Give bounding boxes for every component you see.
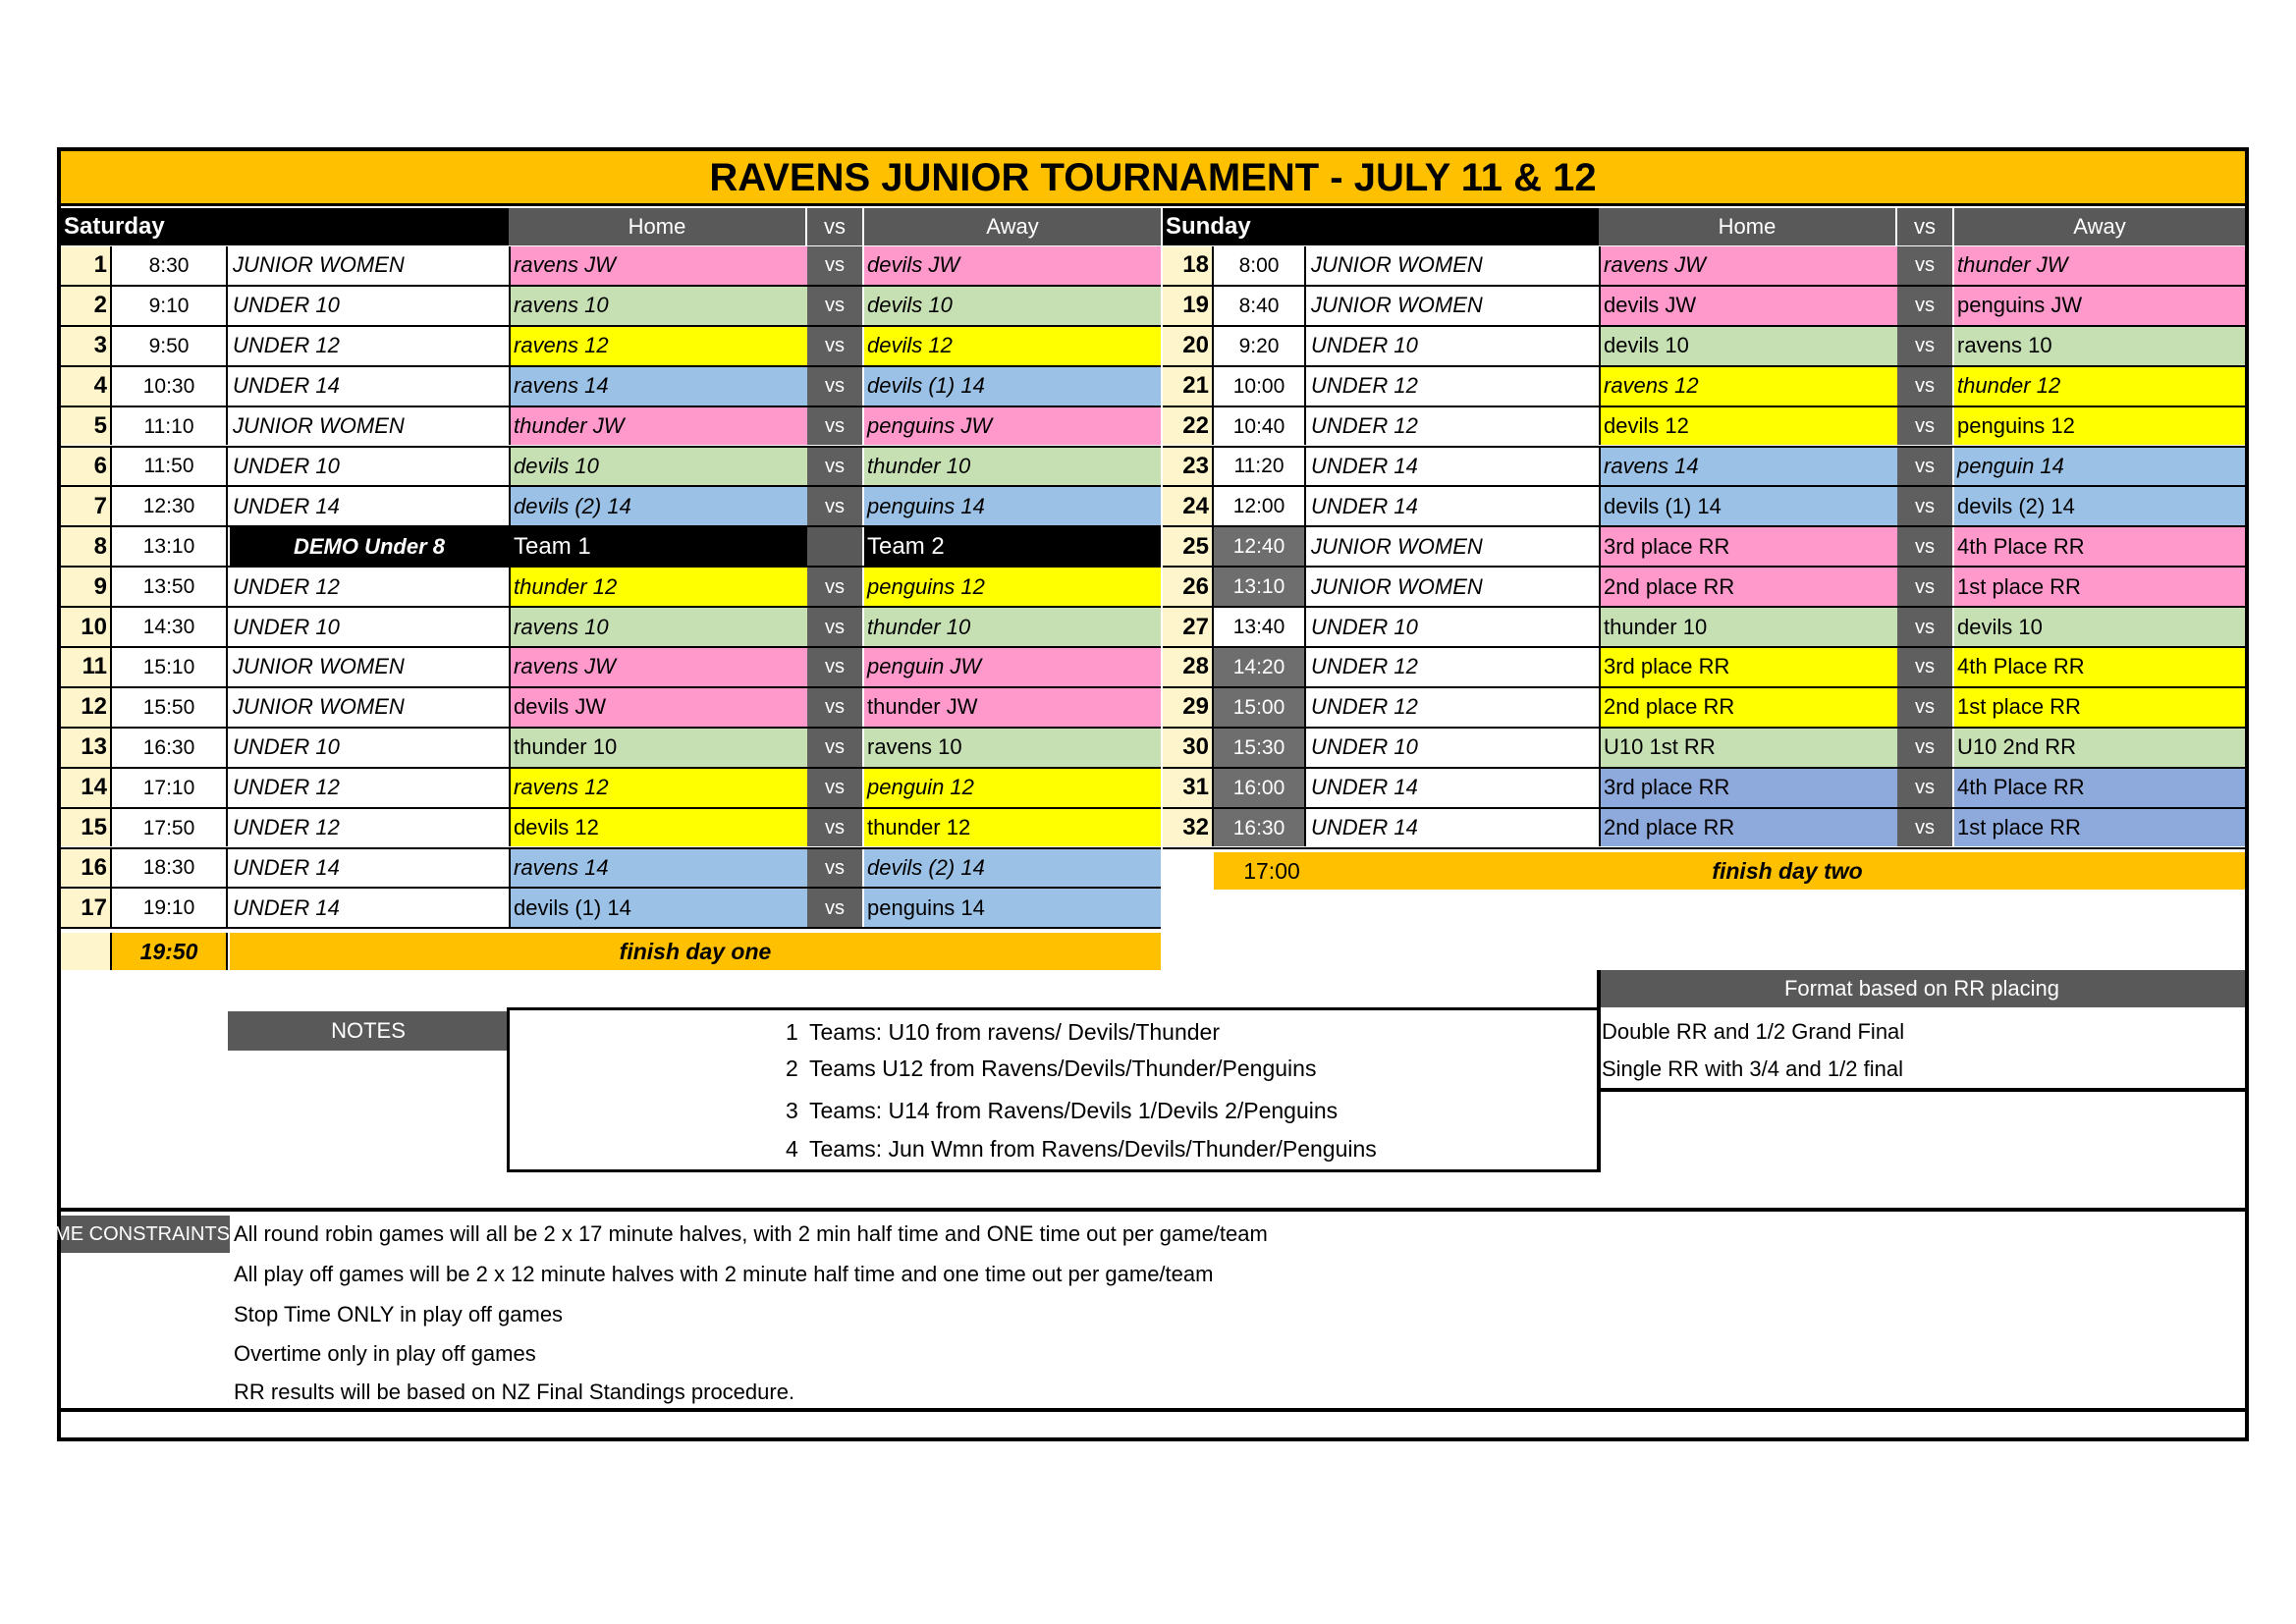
- saturday-game-away: ravens 10: [864, 729, 1161, 767]
- saturday-game-away: penguins 14: [864, 487, 1161, 525]
- sunday-game-away: 4th Place RR: [1954, 648, 2245, 686]
- sunday-game-number: 20: [1163, 327, 1214, 365]
- note-number: 1: [786, 1019, 798, 1045]
- sunday-game-number: 30: [1163, 729, 1214, 767]
- saturday-game-vs: vs: [807, 487, 862, 525]
- saturday-game-away: Team 2: [864, 527, 1161, 566]
- saturday-game-time: 11:50: [112, 448, 228, 486]
- sunday-game-division: UNDER 14: [1311, 775, 1418, 800]
- saturday-game-away: devils JW: [864, 246, 1161, 285]
- note-number: 3: [786, 1098, 798, 1123]
- sunday-game-away: ravens 10: [1954, 327, 2245, 365]
- saturday-game-home: thunder 10: [509, 729, 807, 767]
- saturday-game-home: devils (1) 14: [509, 889, 807, 927]
- saturday-game-number: 16: [61, 849, 112, 888]
- note-text: Teams: Jun Wmn from Ravens/Devils/Thunder/Penguins: [809, 1136, 1377, 1162]
- saturday-game-time: 19:10: [112, 889, 228, 927]
- saturday-game-time: 17:10: [112, 769, 228, 807]
- saturday-finish-num: [61, 933, 112, 970]
- sunday-game-time: 16:00: [1214, 769, 1306, 807]
- sunday-game-division: UNDER 10: [1311, 734, 1418, 760]
- saturday-game-division: JUNIOR WOMEN: [233, 654, 405, 679]
- saturday-game-number: 7: [61, 487, 112, 525]
- saturday-game-division: UNDER 10: [233, 734, 340, 760]
- saturday-game-number: 8: [61, 527, 112, 566]
- sunday-game-home: U10 1st RR: [1599, 729, 1897, 767]
- notes-label: NOTES: [228, 1011, 509, 1051]
- saturday-game-home: ravens 12: [509, 327, 807, 365]
- saturday-game-vs: vs: [807, 327, 862, 365]
- section-divider: [61, 1208, 2245, 1212]
- saturday-game-division: DEMO Under 8: [230, 527, 509, 566]
- sunday-game-division: UNDER 14: [1311, 493, 1418, 518]
- saturday-game-vs: [807, 527, 862, 566]
- saturday-game-number: 12: [61, 688, 112, 727]
- sunday-game-number: 31: [1163, 769, 1214, 807]
- saturday-game-away: penguins 12: [864, 568, 1161, 606]
- saturday-game-division: UNDER 12: [233, 815, 340, 840]
- saturday-game-time: 13:50: [112, 568, 228, 606]
- sunday-game-time: 12:40: [1214, 527, 1306, 566]
- saturday-game-time: 18:30: [112, 849, 228, 888]
- sunday-game-vs: vs: [1897, 769, 1952, 807]
- time-constraint-line: Overtime only in play off games: [234, 1341, 536, 1366]
- sunday-game-division: JUNIOR WOMEN: [1311, 252, 1483, 278]
- saturday-game-vs: vs: [807, 287, 862, 325]
- saturday-game-time: 13:10: [112, 527, 228, 566]
- sunday-game-division: JUNIOR WOMEN: [1311, 533, 1483, 559]
- sunday-game-time: 10:40: [1214, 407, 1306, 446]
- saturday-game-vs: vs: [807, 889, 862, 927]
- saturday-finish-label: finish day one: [230, 933, 1161, 970]
- saturday-game-home: devils 12: [509, 809, 807, 847]
- sunday-game-home: 3rd place RR: [1599, 527, 1897, 566]
- note-number: 4: [786, 1136, 798, 1162]
- saturday-game-vs: vs: [807, 849, 862, 888]
- saturday-game-away: thunder JW: [864, 688, 1161, 727]
- sunday-game-vs: vs: [1897, 648, 1952, 686]
- saturday-game-home: devils (2) 14: [509, 487, 807, 525]
- sunday-game-number: 32: [1163, 809, 1214, 847]
- sunday-game-away: penguins JW: [1954, 287, 2245, 325]
- saturday-game-vs: vs: [807, 688, 862, 727]
- sunday-away-header: Away: [1954, 208, 2245, 245]
- sunday-game-away: 4th Place RR: [1954, 527, 2245, 566]
- saturday-game-vs: vs: [807, 729, 862, 767]
- saturday-game-away: penguin JW: [864, 648, 1161, 686]
- saturday-game-time: 9:10: [112, 287, 228, 325]
- saturday-game-vs: vs: [807, 246, 862, 285]
- sunday-game-time: 14:20: [1214, 648, 1306, 686]
- saturday-game-time: 8:30: [112, 246, 228, 285]
- saturday-game-number: 6: [61, 448, 112, 486]
- saturday-game-away: thunder 12: [864, 809, 1161, 847]
- saturday-game-number: 11: [61, 648, 112, 686]
- sunday-game-vs: vs: [1897, 367, 1952, 406]
- sunday-game-away: 1st place RR: [1954, 568, 2245, 606]
- saturday-game-number: 4: [61, 367, 112, 406]
- saturday-game-home: thunder 12: [509, 568, 807, 606]
- sunday-game-away: thunder 12: [1954, 367, 2245, 406]
- saturday-game-away: penguins JW: [864, 407, 1161, 446]
- saturday-game-home: ravens JW: [509, 246, 807, 285]
- sunday-game-number: 23: [1163, 448, 1214, 486]
- saturday-game-vs: vs: [807, 809, 862, 847]
- sunday-finish-time: 17:00: [1214, 852, 1330, 890]
- sunday-game-division: JUNIOR WOMEN: [1311, 293, 1483, 318]
- sunday-game-time: 11:20: [1214, 448, 1306, 486]
- sunday-game-time: 13:40: [1214, 608, 1306, 646]
- sunday-game-number: 28: [1163, 648, 1214, 686]
- sunday-game-time: 12:00: [1214, 487, 1306, 525]
- sunday-game-division: UNDER 12: [1311, 654, 1418, 679]
- saturday-game-division: UNDER 12: [233, 573, 340, 599]
- sunday-game-vs: vs: [1897, 809, 1952, 847]
- sunday-game-time: 15:00: [1214, 688, 1306, 727]
- saturday-game-division: UNDER 10: [233, 614, 340, 639]
- sunday-game-time: 16:30: [1214, 809, 1306, 847]
- saturday-game-vs: vs: [807, 448, 862, 486]
- sunday-game-home: ravens 14: [1599, 448, 1897, 486]
- sunday-row-divider: [1163, 847, 2245, 849]
- saturday-game-number: 15: [61, 809, 112, 847]
- saturday-game-time: 15:50: [112, 688, 228, 727]
- saturday-game-division: JUNIOR WOMEN: [233, 413, 405, 439]
- sunday-game-number: 27: [1163, 608, 1214, 646]
- sunday-game-home: 3rd place RR: [1599, 648, 1897, 686]
- saturday-game-number: 13: [61, 729, 112, 767]
- saturday-away-header: Away: [864, 208, 1161, 245]
- saturday-game-away: devils (2) 14: [864, 849, 1161, 888]
- saturday-game-number: 5: [61, 407, 112, 446]
- sunday-game-away: penguins 12: [1954, 407, 2245, 446]
- bottom-divider: [61, 1408, 2245, 1412]
- saturday-game-division: UNDER 10: [233, 293, 340, 318]
- sunday-game-home: ravens JW: [1599, 246, 1897, 285]
- saturday-game-time: 14:30: [112, 608, 228, 646]
- saturday-game-vs: vs: [807, 648, 862, 686]
- format-header: Format based on RR placing: [1599, 970, 2245, 1007]
- note-text: Teams U12 from Ravens/Devils/Thunder/Penguins: [809, 1056, 1317, 1081]
- format-line-2: Single RR with 3/4 and 1/2 final: [1602, 1056, 1903, 1081]
- sunday-game-time: 8:40: [1214, 287, 1306, 325]
- saturday-game-division: JUNIOR WOMEN: [233, 252, 405, 278]
- sunday-game-time: 13:10: [1214, 568, 1306, 606]
- saturday-home-header: Home: [509, 208, 805, 245]
- sunday-game-time: 9:20: [1214, 327, 1306, 365]
- sunday-game-away: 4th Place RR: [1954, 769, 2245, 807]
- sunday-game-home: thunder 10: [1599, 608, 1897, 646]
- saturday-vs-header: vs: [807, 208, 862, 245]
- sunday-game-time: 10:00: [1214, 367, 1306, 406]
- sunday-game-vs: vs: [1897, 688, 1952, 727]
- saturday-game-home: thunder JW: [509, 407, 807, 446]
- saturday-game-division: UNDER 12: [233, 775, 340, 800]
- sunday-game-home: ravens 12: [1599, 367, 1897, 406]
- sunday-game-number: 21: [1163, 367, 1214, 406]
- sunday-game-division: UNDER 12: [1311, 373, 1418, 399]
- saturday-game-number: 9: [61, 568, 112, 606]
- sunday-game-home: 3rd place RR: [1599, 769, 1897, 807]
- sunday-game-away: thunder JW: [1954, 246, 2245, 285]
- sunday-game-number: 22: [1163, 407, 1214, 446]
- saturday-game-away: devils 10: [864, 287, 1161, 325]
- note-number: 2: [786, 1056, 798, 1081]
- format-line-1: Double RR and 1/2 Grand Final: [1602, 1019, 1905, 1044]
- time-constraint-line: All round robin games will all be 2 x 17 minute halves, with 2 min half time and ONE time out per game/team: [234, 1221, 1268, 1246]
- saturday-game-number: 1: [61, 246, 112, 285]
- sunday-game-home: devils 10: [1599, 327, 1897, 365]
- sunday-game-vs: vs: [1897, 527, 1952, 566]
- saturday-game-time: 17:50: [112, 809, 228, 847]
- sunday-finish-label: finish day two: [1330, 852, 2245, 890]
- sunday-game-home: 2nd place RR: [1599, 568, 1897, 606]
- saturday-game-vs: vs: [807, 407, 862, 446]
- saturday-game-away: penguin 12: [864, 769, 1161, 807]
- sunday-game-vs: vs: [1897, 246, 1952, 285]
- sunday-game-division: JUNIOR WOMEN: [1311, 573, 1483, 599]
- sunday-game-away: penguin 14: [1954, 448, 2245, 486]
- time-constraint-line: All play off games will be 2 x 12 minute halves with 2 minute half time and one time out per game/team: [234, 1262, 1214, 1286]
- saturday-game-vs: vs: [807, 608, 862, 646]
- sunday-game-division: UNDER 12: [1311, 694, 1418, 720]
- saturday-finish-time: 19:50: [112, 933, 228, 970]
- saturday-game-division: UNDER 14: [233, 894, 340, 920]
- saturday-game-division: UNDER 14: [233, 493, 340, 518]
- sunday-header: Sunday: [1163, 208, 1599, 245]
- sunday-game-vs: vs: [1897, 487, 1952, 525]
- saturday-game-away: devils (1) 14: [864, 367, 1161, 406]
- note-text: Teams: U10 from ravens/ Devils/Thunder: [809, 1019, 1220, 1045]
- sunday-game-division: UNDER 14: [1311, 815, 1418, 840]
- saturday-game-home: ravens 10: [509, 287, 807, 325]
- time-constraints-label: TIME CONSTRAINTS: [61, 1216, 230, 1253]
- saturday-game-division: UNDER 10: [233, 453, 340, 478]
- format-divider: [1599, 1088, 2245, 1092]
- sunday-game-home: devils 12: [1599, 407, 1897, 446]
- sunday-game-away: 1st place RR: [1954, 809, 2245, 847]
- saturday-game-home: ravens JW: [509, 648, 807, 686]
- saturday-row-divider: [61, 927, 1161, 929]
- saturday-game-home: devils JW: [509, 688, 807, 727]
- time-constraint-line: RR results will be based on NZ Final Standings procedure.: [234, 1380, 795, 1404]
- saturday-game-number: 2: [61, 287, 112, 325]
- sunday-game-division: UNDER 14: [1311, 453, 1418, 478]
- sunday-game-vs: vs: [1897, 287, 1952, 325]
- sunday-vs-header: vs: [1897, 208, 1952, 245]
- sunday-game-away: devils 10: [1954, 608, 2245, 646]
- saturday-game-division: JUNIOR WOMEN: [233, 694, 405, 720]
- saturday-game-away: devils 12: [864, 327, 1161, 365]
- saturday-game-number: 14: [61, 769, 112, 807]
- sunday-game-away: devils (2) 14: [1954, 487, 2245, 525]
- sunday-game-vs: vs: [1897, 407, 1952, 446]
- sunday-game-vs: vs: [1897, 729, 1952, 767]
- saturday-game-home: ravens 12: [509, 769, 807, 807]
- sunday-game-number: 19: [1163, 287, 1214, 325]
- sunday-game-vs: vs: [1897, 327, 1952, 365]
- saturday-game-time: 11:10: [112, 407, 228, 446]
- note-text: Teams: U14 from Ravens/Devils 1/Devils 2/Penguins: [809, 1098, 1339, 1123]
- saturday-game-vs: vs: [807, 568, 862, 606]
- saturday-game-division: UNDER 12: [233, 333, 340, 358]
- saturday-game-time: 16:30: [112, 729, 228, 767]
- saturday-game-vs: vs: [807, 367, 862, 406]
- saturday-game-vs: vs: [807, 769, 862, 807]
- sunday-game-division: UNDER 10: [1311, 614, 1418, 639]
- saturday-game-away: thunder 10: [864, 448, 1161, 486]
- sunday-game-home: 2nd place RR: [1599, 809, 1897, 847]
- sunday-game-away: U10 2nd RR: [1954, 729, 2245, 767]
- saturday-game-home: devils 10: [509, 448, 807, 486]
- sunday-game-home: devils JW: [1599, 287, 1897, 325]
- saturday-game-time: 10:30: [112, 367, 228, 406]
- saturday-game-time: 9:50: [112, 327, 228, 365]
- saturday-header: Saturday: [61, 208, 509, 245]
- saturday-game-away: penguins 14: [864, 889, 1161, 927]
- sunday-game-number: 18: [1163, 246, 1214, 285]
- sunday-game-home: devils (1) 14: [1599, 487, 1897, 525]
- saturday-game-away: thunder 10: [864, 608, 1161, 646]
- saturday-game-home: ravens 14: [509, 849, 807, 888]
- sunday-game-away: 1st place RR: [1954, 688, 2245, 727]
- saturday-game-home: ravens 14: [509, 367, 807, 406]
- sunday-game-number: 24: [1163, 487, 1214, 525]
- saturday-game-time: 15:10: [112, 648, 228, 686]
- sunday-game-vs: vs: [1897, 568, 1952, 606]
- time-constraint-line: Stop Time ONLY in play off games: [234, 1302, 564, 1326]
- sunday-game-time: 8:00: [1214, 246, 1306, 285]
- sunday-game-time: 15:30: [1214, 729, 1306, 767]
- saturday-game-number: 10: [61, 608, 112, 646]
- sunday-game-division: UNDER 12: [1311, 413, 1418, 439]
- saturday-game-time: 12:30: [112, 487, 228, 525]
- page-title: RAVENS JUNIOR TOURNAMENT - JULY 11 & 12: [61, 151, 2245, 206]
- sunday-home-header: Home: [1599, 208, 1895, 245]
- saturday-game-number: 3: [61, 327, 112, 365]
- saturday-game-division: UNDER 14: [233, 854, 340, 880]
- sunday-game-division: UNDER 10: [1311, 333, 1418, 358]
- sunday-game-number: 29: [1163, 688, 1214, 727]
- sunday-game-home: 2nd place RR: [1599, 688, 1897, 727]
- saturday-game-number: 17: [61, 889, 112, 927]
- sunday-game-vs: vs: [1897, 448, 1952, 486]
- sunday-game-vs: vs: [1897, 608, 1952, 646]
- sunday-game-number: 25: [1163, 527, 1214, 566]
- saturday-game-home: Team 1: [509, 527, 807, 566]
- sunday-game-number: 26: [1163, 568, 1214, 606]
- saturday-game-division: UNDER 14: [233, 373, 340, 399]
- saturday-game-home: ravens 10: [509, 608, 807, 646]
